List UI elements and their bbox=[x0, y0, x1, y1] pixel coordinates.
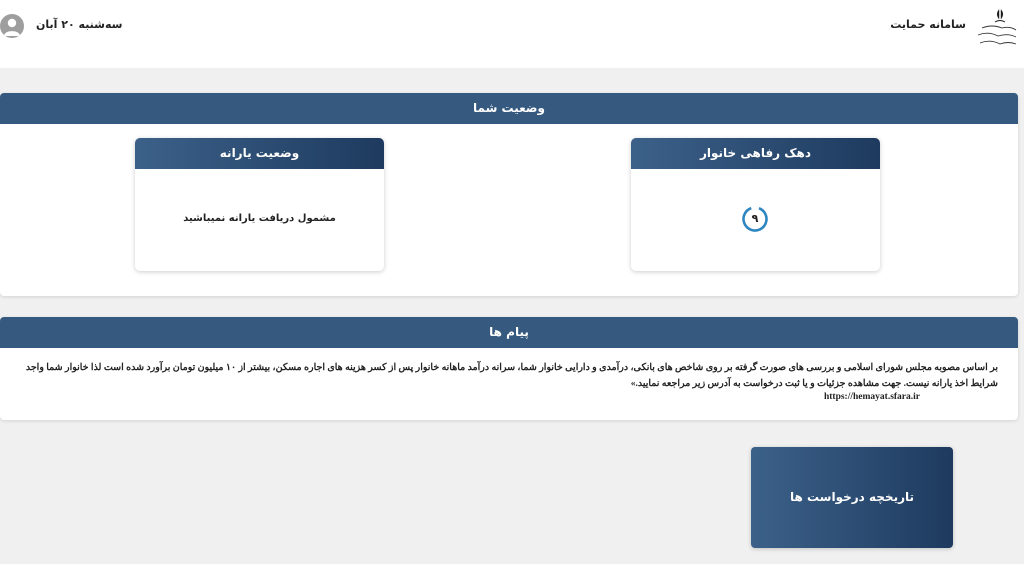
status-panel bbox=[0, 93, 1018, 296]
subsidy-status-card bbox=[135, 138, 384, 271]
iran-emblem-icon bbox=[970, 6, 1018, 52]
welfare-decile-card bbox=[631, 138, 880, 271]
messages-panel-title: پیام ها bbox=[0, 317, 1018, 348]
status-panel-title: وضعیت شما bbox=[0, 93, 1018, 124]
user-avatar[interactable] bbox=[0, 14, 24, 38]
request-history-button[interactable]: تاریخچه درخواست ها bbox=[751, 447, 953, 548]
app-title: سامانه حمایت bbox=[890, 18, 966, 31]
subsidy-status-text: مشمول دریافت یارانه نمیباشید bbox=[183, 213, 336, 224]
subsidy-card-title: وضعیت یارانه bbox=[135, 138, 384, 169]
message-body: بر اساس مصوبه مجلس شورای اسلامی و بررسی های صورت گرفته بر روی شاخص های بانکی، درآمدی و دارایی خانوار شما، سرانه درآمد ماهانه خانوار پس از کسر هزینه های اجاره مسکن، بیشتر از ۱۰ میلیون تومان برآورد شده است لذا خانوار شما واجد شرایط اخذ یارانه نیست. جهت مشاهده جزئیات و یا ثبت درخواست به آدرس زیر مراجعه نمایید.» bbox=[25, 363, 998, 389]
top-bar bbox=[0, 0, 1024, 68]
welfare-decile-value: ۹ bbox=[751, 212, 759, 225]
welfare-card-title: دهک رفاهی خانوار bbox=[631, 138, 880, 169]
current-date: سه‌شنبه ۲۰ آبان bbox=[36, 18, 123, 31]
message-link[interactable]: https://hemayat.sfara.ir bbox=[823, 392, 920, 402]
user-avatar-icon bbox=[0, 14, 24, 38]
messages-panel bbox=[0, 317, 1018, 420]
